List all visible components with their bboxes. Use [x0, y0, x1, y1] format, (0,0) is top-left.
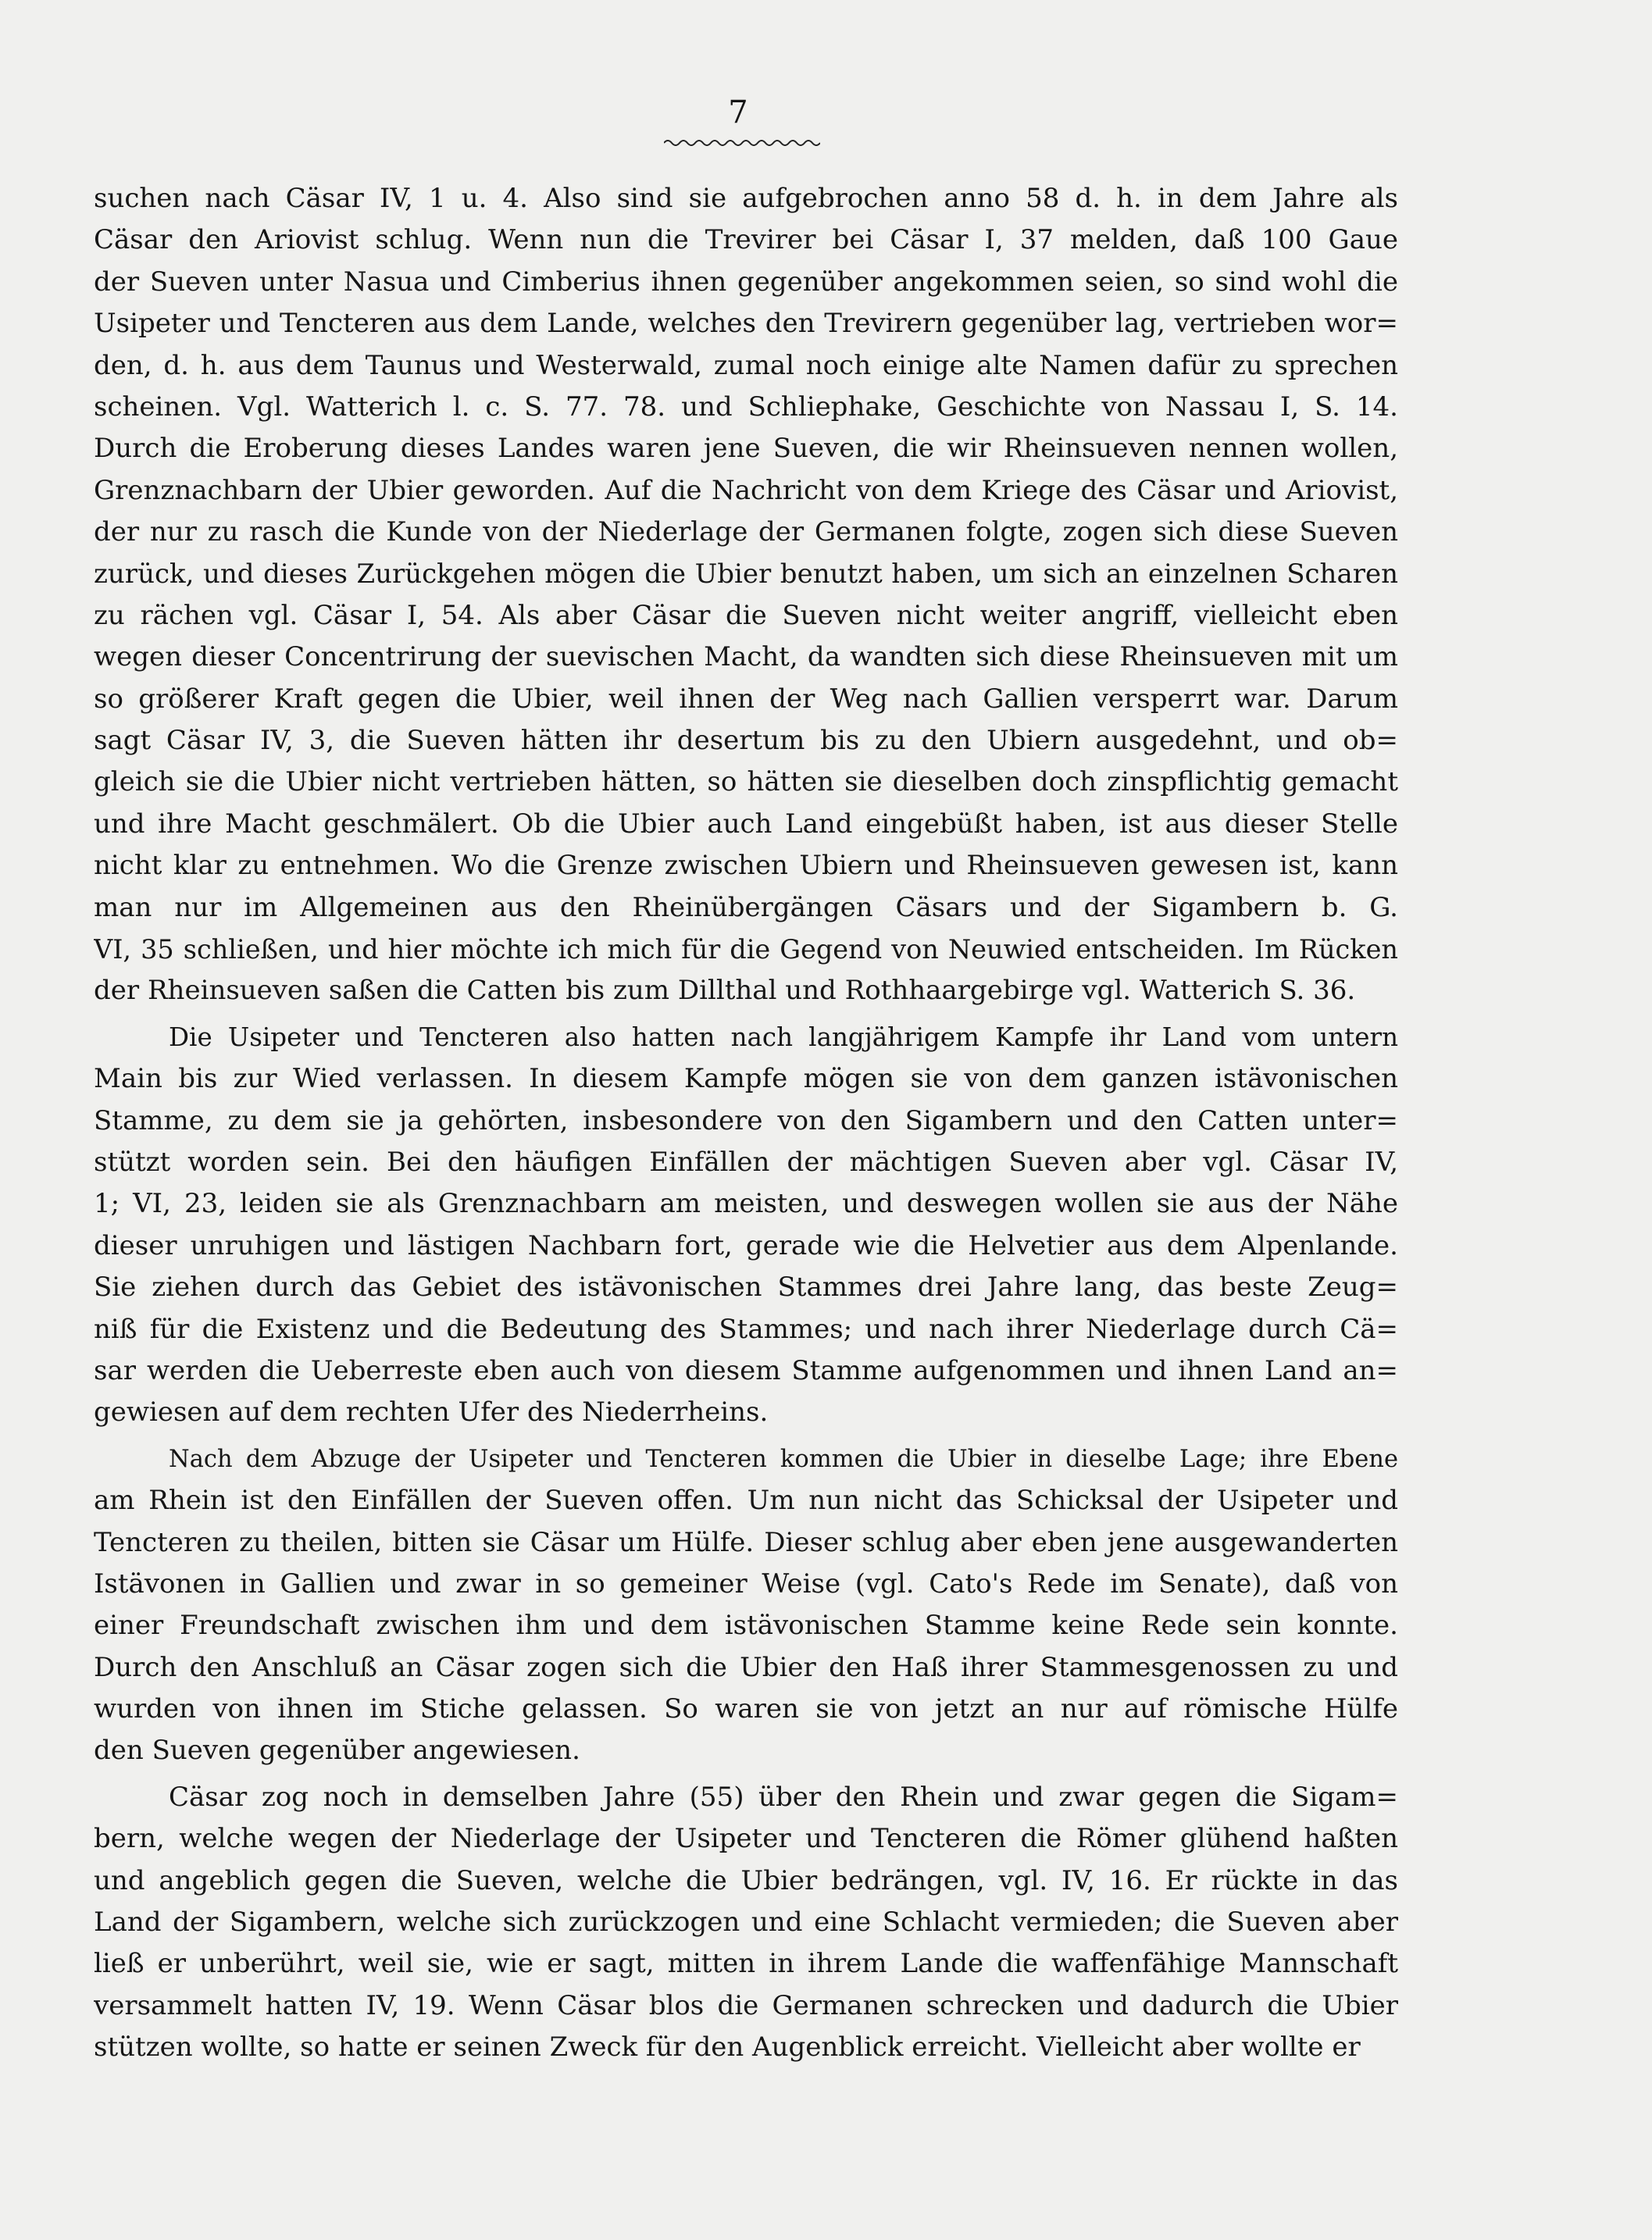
text-line: man nur im Allgemeinen aus den Rheinübergängen Cäsars und der Sigambern b. G.: [94, 891, 1398, 923]
text-line: Die Usipeter und Tencteren also hatten nach langjährigem Kampfe ihr Land vom untern: [169, 1022, 1398, 1052]
text-line: und ihre Macht geschmälert. Ob die Ubier auch Land eingebüßt haben, ist aus dieser Stelle: [94, 808, 1398, 840]
text-line: Grenznachbarn der Ubier geworden. Auf die Nachricht von dem Kriege des Cäsar und Ariovist,: [94, 474, 1398, 506]
text-line: so größerer Kraft gegen die Ubier, weil ihnen der Weg nach Gallien versperrt war. Darum: [94, 683, 1398, 715]
text-line: gewiesen auf dem rechten Ufer des Niederrheins.: [94, 1396, 769, 1429]
text-line: scheinen. Vgl. Watterich l. c. S. 77. 78. und Schliephake, Geschichte von Nassau I, S. 14.: [94, 391, 1398, 423]
text-line: zurück, und dieses Zurückgehen mögen die Ubier benutzt haben, um sich an einzelnen Scharen: [94, 558, 1398, 590]
paragraph: [94, 1777, 1398, 2069]
text-line: ließ er unberührt, weil sie, wie er sagt, mitten in ihrem Lande die waffenfähige Mannschaft: [94, 1948, 1398, 1980]
text-line: einer Freundschaft zwischen ihm und dem istävonischen Stamme keine Rede sein konnte.: [94, 1610, 1398, 1642]
body-text: [94, 178, 1398, 2069]
text-line: Nach dem Abzuge der Usipeter und Tencteren kommen die Ubier in dieselbe Lage; ihre Ebene: [169, 1445, 1398, 1473]
text-line: der Sueven unter Nasua und Cimberius ihnen gegenüber angekommen seien, so sind wohl die: [94, 266, 1398, 298]
text-line: stützt worden sein. Bei den häufigen Einfällen der mächtigen Sueven aber vgl. Cäsar IV,: [94, 1146, 1398, 1178]
text-line: Land der Sigambern, welche sich zurückzogen und eine Schlacht vermieden; die Sueven aber: [94, 1906, 1398, 1939]
text-line: Cäsar den Ariovist schlug. Wenn nun die Trevirer bei Cäsar I, 37 melden, daß 100 Gaue: [94, 224, 1398, 256]
text-line: Usipeter und Tencteren aus dem Lande, welches den Trevirern gegenüber lag, vertrieben wor=: [94, 308, 1398, 340]
wavy-rule-ornament: [664, 137, 820, 148]
paragraph: [94, 1439, 1398, 1772]
text-line: und angeblich gegen die Sueven, welche die Ubier bedrängen, vgl. IV, 16. Er rückte in das: [94, 1864, 1398, 1896]
text-line: den, d. h. aus dem Taunus und Westerwald, zumal noch einige alte Namen dafür zu sprechen: [94, 349, 1398, 381]
text-line: 1; VI, 23, leiden sie als Grenznachbarn am meisten, und deswegen wollen sie aus der Nähe: [94, 1188, 1398, 1220]
text-line: Durch die Eroberung dieses Landes waren jene Sueven, die wir Rheinsueven nennen wollen,: [94, 433, 1398, 465]
text-line: versammelt hatten IV, 19. Wenn Cäsar blos die Germanen schrecken und dadurch die Ubier: [94, 1989, 1398, 2021]
text-line: stützen wollte, so hatte er seinen Zweck für den Augenblick erreicht. Vielleicht aber wollte er: [94, 2031, 1361, 2063]
text-line: sar werden die Ueberreste eben auch von diesem Stamme aufgenommen und ihnen Land an=: [94, 1354, 1398, 1386]
text-line: Sie ziehen durch das Gebiet des istävonischen Stammes drei Jahre lang, das beste Zeug=: [94, 1272, 1398, 1304]
text-line: der nur zu rasch die Kunde von der Niederlage der Germanen folgte, zogen sich diese Sueven: [94, 516, 1398, 548]
text-line: Tencteren zu theilen, bitten sie Cäsar um Hülfe. Dieser schlug aber eben jene ausgewanderten: [94, 1526, 1398, 1558]
text-line: VI, 35 schließen, und hier möchte ich mich für die Gegend von Neuwied entscheiden. Im Rücken: [94, 934, 1398, 965]
text-line: zu rächen vgl. Cäsar I, 54. Als aber Cäsar die Sueven nicht weiter angriff, vielleicht eben: [94, 599, 1398, 631]
text-line: den Sueven gegenüber angewiesen.: [94, 1735, 580, 1767]
paragraph: [94, 178, 1398, 1012]
text-line: sagt Cäsar IV, 3, die Sueven hätten ihr desertum bis zu den Ubiern ausgedehnt, und ob=: [94, 725, 1398, 757]
text-line: niß für die Existenz und die Bedeutung des Stammes; und nach ihrer Niederlage durch Cä=: [94, 1313, 1398, 1345]
text-line: Durch den Anschluß an Cäsar zogen sich die Ubier den Haß ihrer Stammesgenossen zu und: [94, 1651, 1398, 1683]
text-line: suchen nach Cäsar IV, 1 u. 4. Also sind sie aufgebrochen anno 58 d. h. in dem Jahre als: [94, 183, 1398, 214]
paragraph: [94, 1017, 1398, 1434]
text-line: gleich sie die Ubier nicht vertrieben hätten, so hätten sie dieselben doch zinspflichtig gemacht: [94, 766, 1398, 798]
text-line: Main bis zur Wied verlassen. In diesem Kampfe mögen sie von dem ganzen istävonischen: [94, 1063, 1398, 1095]
text-line: Cäsar zog noch in demselben Jahre (55) über den Rhein und zwar gegen die Sigam=: [169, 1781, 1398, 1813]
text-line: dieser unruhigen und lästigen Nachbarn fort, gerade wie die Helvetier aus dem Alpenlande.: [94, 1229, 1398, 1261]
page-number: 7: [728, 95, 748, 130]
text-line: bern, welche wegen der Niederlage der Usipeter und Tencteren die Römer glühend haßten: [94, 1823, 1398, 1855]
text-line: Stamme, zu dem sie ja gehörten, insbesondere von den Sigambern und den Catten unter=: [94, 1104, 1398, 1136]
text-line: nicht klar zu entnehmen. Wo die Grenze zwischen Ubiern und Rheinsueven gewesen ist, kann: [94, 850, 1398, 882]
text-line: wurden von ihnen im Stiche gelassen. So waren sie von jetzt an nur auf römische Hülfe: [94, 1693, 1398, 1725]
text-line: am Rhein ist den Einfällen der Sueven offen. Um nun nicht das Schicksal der Usipeter und: [94, 1485, 1398, 1517]
text-line: der Rheinsueven saßen die Catten bis zum Dillthal und Rothhaargebirge vgl. Watterich S. 36.: [94, 975, 1356, 1007]
text-line: Istävonen in Gallien und zwar in so gemeiner Weise (vgl. Cato's Rede im Senate), daß von: [94, 1568, 1398, 1600]
text-line: wegen dieser Concentrirung der suevischen Macht, da wandten sich diese Rheinsueven mit um: [94, 641, 1398, 673]
